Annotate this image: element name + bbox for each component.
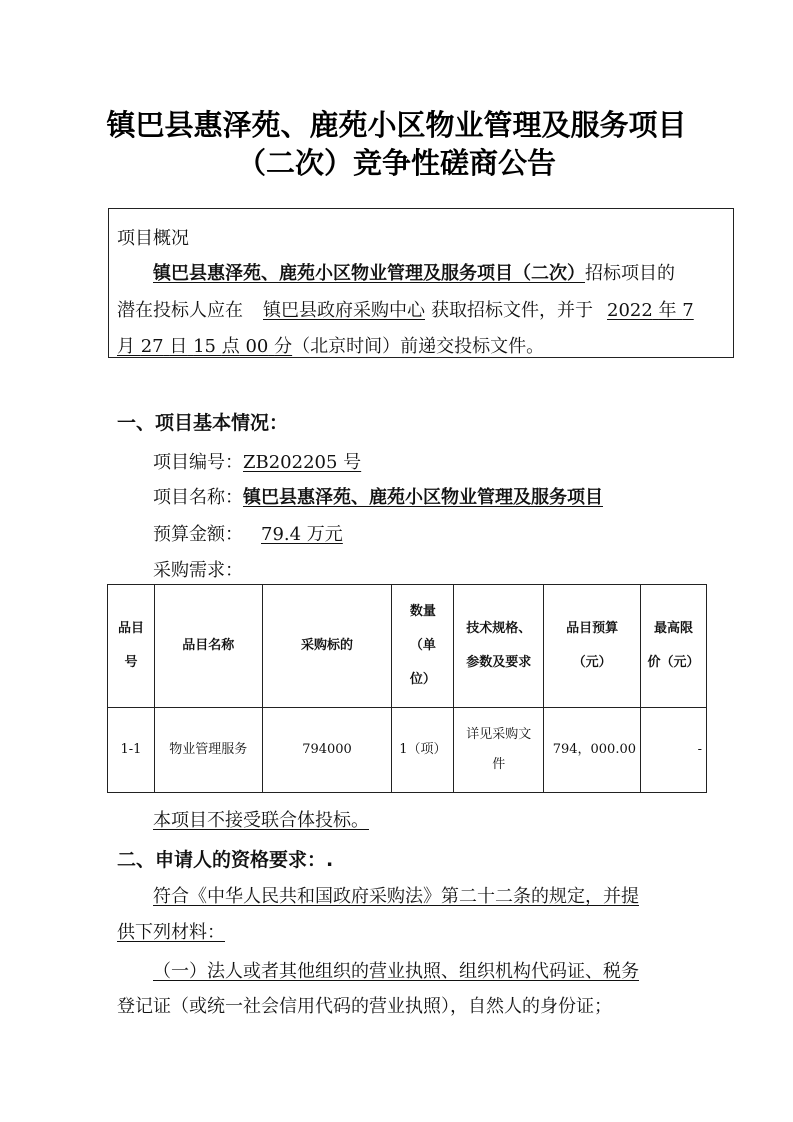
header-item-code: 品目 号 [108,585,155,708]
project-number-row [153,448,361,474]
para-2-line-1: （一）法人或者其他组织的营业执照、组织机构代码证、税务 [153,961,639,982]
para-1-line-2: 供下列材料： [117,922,225,943]
table-header-row [108,585,707,708]
table-row [108,708,707,793]
overview-month-unit: 月 [117,336,135,357]
budget-label: 预算金额： [153,524,243,545]
overview-text-1: 招标项目的 [585,263,675,284]
budget-row [153,520,361,546]
overview-line-1 [153,259,675,285]
overview-day-unit: 日 [169,336,188,357]
overview-heading: 项目概况 [117,228,189,249]
overview-text-4: （北京时间）前递交投标文件。 [292,336,545,357]
project-number-label: 项目编号： [153,452,243,473]
requirement-label: 采购需求： [153,560,243,581]
header-max-price: 最高限 价（元） [641,585,707,708]
overview-hour: 15 [193,336,217,357]
para-1-line-1: 符合《中华人民共和国政府采购法》第二十二条的规定，并提 [153,886,639,907]
overview-month: 7 [682,300,694,321]
overview-project-name: 镇巴县惠泽苑、鹿苑小区物业管理及服务项目（二次） [153,263,585,284]
header-spec: 技术规格、 参数及要求 [454,585,544,708]
overview-year-unit: 年 [658,300,677,321]
overview-line-3 [117,332,544,358]
cell-max-price: - [641,708,707,793]
header-quantity: 数量 （单 位） [392,585,454,708]
project-name-row [153,483,603,509]
overview-day: 27 [140,336,164,357]
overview-line-2 [117,296,694,322]
cell-name: 物业管理服务 [154,708,262,793]
consortium-note: 本项目不接受联合体投标。 [153,810,369,831]
header-budget: 品目预算 （元） [544,585,641,708]
document-title-line-1: 镇巴县惠泽苑、鹿苑小区物业管理及服务项目 [106,108,687,142]
overview-hour-unit: 点 [221,336,240,357]
document-title-line-2: （二次）竞争性磋商公告 [236,146,556,180]
header-item-name: 品目名称 [154,585,262,708]
cell-budget: 794，000.00 [544,708,641,793]
cell-spec: 详见采购文 件 [454,708,544,793]
overview-text-3: 获取招标文件，并于 [431,300,593,321]
requirements-table [107,584,707,793]
section-1-heading: 一、项目基本情况： [117,412,289,434]
overview-minute-unit: 分 [274,336,293,357]
project-name-value: 镇巴县惠泽苑、鹿苑小区物业管理及服务项目 [243,487,603,508]
cell-target: 794000 [262,708,392,793]
project-name-label: 项目名称： [153,487,243,508]
cell-quantity: 1（项） [392,708,454,793]
budget-value: 79.4 万元 [261,524,343,545]
project-number-value: ZB202205 号 [243,452,362,473]
overview-year: 2022 [607,300,653,321]
overview-text-2: 潜在投标人应在 [117,300,243,321]
header-target: 采购标的 [262,585,392,708]
overview-minute: 00 [245,336,269,357]
section-2-heading: 二、申请人的资格要求：. [117,849,334,871]
para-2-line-2: 登记证（或统一社会信用代码的营业执照），自然人的身份证； [117,996,612,1017]
overview-place: 镇巴县政府采购中心 [263,300,425,321]
cell-code: 1-1 [108,708,155,793]
